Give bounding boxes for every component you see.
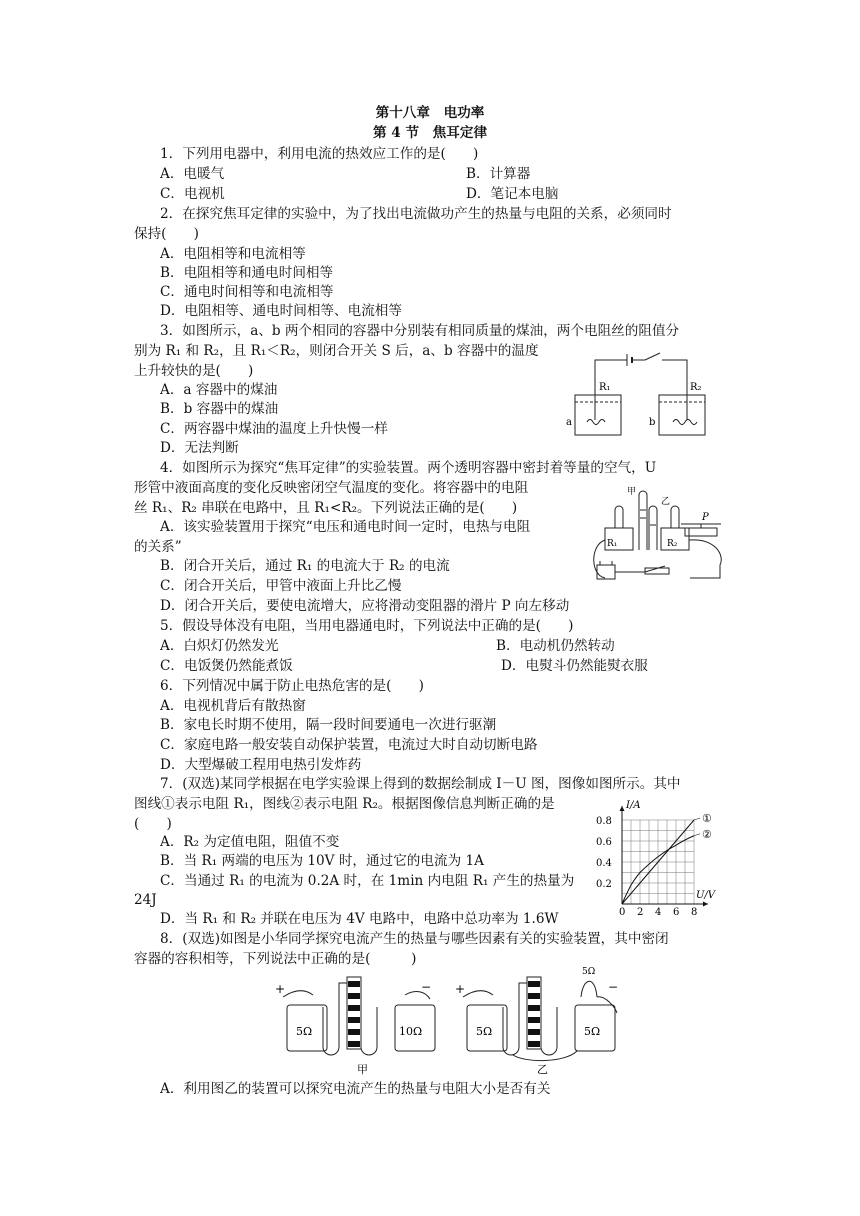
- q8-left-minus: −: [421, 980, 432, 994]
- q7-option-c: C．当通过 R₁ 的电流为 0.2A 时，在 1min 内电阻 R₁ 产生的热量为: [160, 873, 575, 889]
- q4-stem-line2: 形管中液面高度的变化反映密闭空气温度的变化。将容器中的电阻: [134, 480, 529, 496]
- q3-option-d: D．无法判断: [160, 440, 239, 456]
- q8-stem-line2: 容器的容积相等，下列说法中正确的是( ): [134, 951, 417, 967]
- q3-option-c: C．两容器中煤油的温度上升快慢一样: [160, 421, 388, 437]
- q8-option-a: A．利用图乙的装置可以探究电流产生的热量与电阻大小是否有关: [160, 1081, 551, 1097]
- q6-option-b: B．家电长时期不使用，隔一段时间要通电一次进行驱潮: [160, 717, 497, 733]
- q4-option-c: C．闭合开关后，甲管中液面上升比乙慢: [160, 578, 402, 594]
- q4-label-p: P: [702, 512, 709, 523]
- q1-stem: 1．下列用电器中，利用电流的热效应工作的是( ): [160, 146, 479, 162]
- q4-stem-line1: 4．如图所示为探究“焦耳定律”的实验装置。两个透明容器中密封着等量的空气，U: [160, 460, 657, 476]
- q6-option-c: C．家庭电路一般安装自动保护装置，电流过大时自动切断电路: [160, 737, 538, 753]
- series-leader-1: [694, 818, 700, 820]
- q8-stem-line1: 8．(双选)如图是小华同学探究电流产生的热量与哪些因素有关的实验装置，其中密闭: [160, 931, 669, 947]
- q7-stem-line2: 图线①表示电阻 R₁，图线②表示电阻 R₂。根据图像信息判断正确的是: [134, 796, 555, 812]
- q3-label-b: b: [649, 417, 656, 428]
- x-tick-label: 0: [619, 907, 626, 916]
- q4-option-a: A．该实验装置用于探究“电压和通电时间一定时，电热与电阻: [160, 519, 531, 535]
- q3-option-b: B．b 容器中的煤油: [160, 401, 279, 417]
- q2-option-b: B．电阻相等和通电时间相等: [160, 265, 334, 281]
- series-label-1: ①: [702, 812, 712, 825]
- chapter-title: 第十八章 电功率: [375, 105, 485, 121]
- q4-label-yi: 乙: [661, 497, 671, 507]
- q5-option-d: D．电熨斗仍然能熨衣服: [501, 658, 648, 674]
- q8-label-10ohm: 10Ω: [399, 1025, 423, 1038]
- q3-label-r1: R₁: [599, 382, 611, 393]
- y-axis-label: I/A: [626, 800, 641, 811]
- q3-stem-line2: 别为 R₁ 和 R₂，且 R₁＜R₂，则闭合开关 S 后，a、b 容器中的温度: [134, 343, 539, 359]
- q3-stem-line1: 3．如图所示，a、b 两个相同的容器中分别装有相同质量的煤油，两个电阻丝的阻值分: [160, 323, 680, 339]
- q1-option-d: D．笔记本电脑: [466, 186, 559, 202]
- q5-option-b: B．电动机仍然转动: [496, 638, 615, 654]
- x-axis-arrow: [703, 902, 708, 907]
- q3-circuit-figure: [565, 350, 715, 442]
- x-tick-label: 6: [673, 907, 680, 916]
- series-leader-2: [694, 834, 700, 836]
- y-axis-arrow: [620, 806, 625, 811]
- q2-stem-line1: 2．在探究焦耳定律的实验中，为了找出电流做功产生的热量与电阻的关系，必须同时: [160, 206, 672, 222]
- q2-option-d: D．电阻相等、通电时间相等、电流相等: [160, 303, 402, 319]
- q7-iu-chart: [590, 796, 730, 916]
- q8-label-yi: 乙: [537, 1063, 548, 1076]
- q7-option-b: B．当 R₁ 两端的电压为 10V 时，通过它的电流为 1A: [160, 853, 484, 869]
- q5-option-c: C．电饭煲仍然能煮饭: [160, 658, 293, 674]
- q8-label-jia: 甲: [357, 1063, 368, 1076]
- q3-option-a: A．a 容器中的煤油: [160, 382, 278, 398]
- q8-right-plus: +: [455, 982, 466, 996]
- section-title: 第 4 节 焦耳定律: [372, 125, 488, 141]
- q8-label-5ohm-a: 5Ω: [296, 1025, 313, 1038]
- q7-stem-line3: ( ): [134, 816, 172, 832]
- y-tick-label: 0.8: [596, 816, 612, 827]
- q3-label-a: a: [566, 417, 572, 428]
- q3-label-r2: R₂: [690, 382, 702, 393]
- q8-label-5ohm-top: 5Ω: [582, 967, 596, 977]
- q8-apparatus-figure: [265, 967, 625, 1077]
- q4-stem-line3: 丝 R₁、R₂ 串联在电路中，且 R₁<R₂。下列说法正确的是( ): [134, 500, 518, 516]
- q7-option-a: A．R₂ 为定值电阻，阻值不变: [160, 834, 340, 850]
- y-tick-label: 0.6: [596, 837, 612, 848]
- q7-stem-line1: 7．(双选)某同学根据在电学实验课上得到的数据绘制成 I－U 图，图像如图所示。其中: [160, 776, 681, 792]
- q1-option-a: A．电暖气: [160, 166, 225, 182]
- q6-option-d: D．大型爆破工程用电热引发炸药: [160, 757, 362, 773]
- q4-option-d: D．闭合开关后，要使电流增大，应将滑动变阻器的滑片 P 向左移动: [160, 598, 570, 614]
- q2-stem-line2: 保持( ): [134, 226, 199, 242]
- x-axis-label: U/V: [696, 890, 716, 901]
- q8-right-minus: −: [608, 980, 619, 994]
- q2-option-c: C．通电时间相等和电流相等: [160, 284, 334, 300]
- q8-label-5ohm-c: 5Ω: [584, 1025, 601, 1038]
- q3-stem-line3: 上升较快的是( ): [134, 363, 254, 379]
- q4-option-b: B．闭合开关后，通过 R₁ 的电流大于 R₂ 的电流: [160, 558, 450, 574]
- q1-option-b: B．计算器: [466, 166, 531, 182]
- q6-option-a: A．电视机背后有散热窗: [160, 698, 306, 714]
- q5-option-a: A．白炽灯仍然发光: [160, 638, 279, 654]
- x-tick-label: 2: [637, 907, 644, 916]
- q4-label-jia: 甲: [627, 487, 637, 497]
- q4-label-r2: R₂: [667, 539, 678, 549]
- series-label-2: ②: [702, 827, 712, 841]
- x-tick-label: 8: [691, 907, 698, 916]
- q4-apparatus-figure: [585, 480, 730, 586]
- y-tick-label: 0.4: [596, 858, 612, 869]
- q8-left-plus: +: [275, 982, 286, 996]
- q7-option-c-cont: 24J: [134, 892, 157, 908]
- q6-stem: 6．下列情况中属于防止电热危害的是( ): [160, 678, 424, 694]
- q7-option-d: D．当 R₁ 和 R₂ 并联在电压为 4V 电路中，电路中总功率为 1.6W: [160, 911, 559, 927]
- q4-option-a-cont: 的关系”: [134, 539, 182, 555]
- q8-label-5ohm-b: 5Ω: [476, 1025, 493, 1038]
- q2-option-a: A．电阻相等和电流相等: [160, 246, 306, 262]
- q1-option-c: C．电视机: [160, 186, 225, 202]
- q5-stem: 5．假设导体没有电阻，当用电器通电时，下列说法中正确的是( ): [160, 618, 574, 634]
- q4-label-r1: R₁: [607, 539, 618, 549]
- x-tick-label: 4: [655, 907, 662, 916]
- y-tick-label: 0.2: [596, 879, 612, 890]
